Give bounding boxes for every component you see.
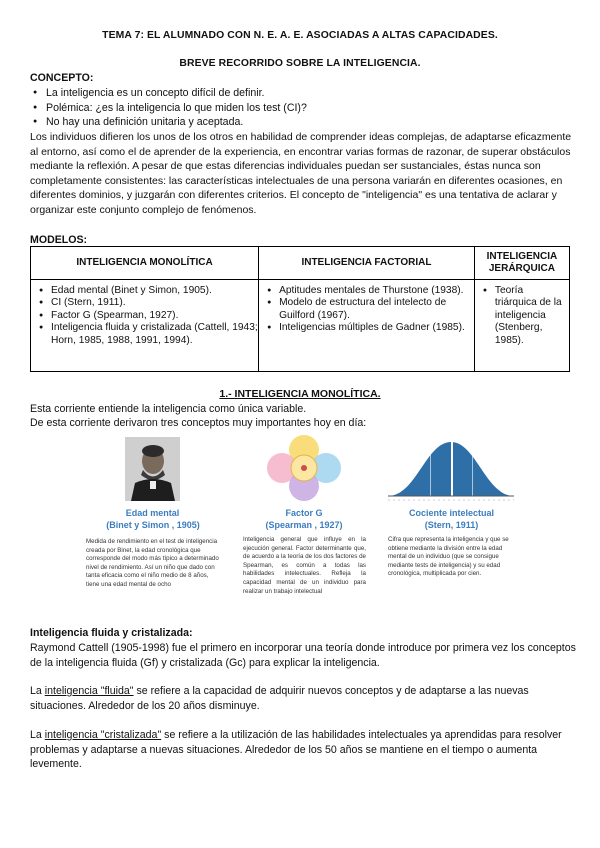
list-item: ● Inteligencia fluida y cristalizada (Cattell, 1943; Horn, 1985, 1988, 1991, 1994). [31,322,258,347]
portrait-icon [125,437,180,501]
document-title: TEMA 7: EL ALUMNADO CON N. E. A. E. ASOCIADAS A ALTAS CAPACIDADES. [102,30,498,41]
figure-author: (Stern, 1911) [424,520,479,530]
cristalizada-paragraph [30,728,578,772]
list-item: ● Teoría triárquica de la inteligencia (Stenberg, 1985). [475,285,566,347]
bell-curve-icon [386,438,516,502]
list-item: ● Modelo de estructura del intelecto de Guilford (1967). [259,297,474,322]
concepto-heading: CONCEPTO: [30,72,94,84]
figure-author: (Binet y Simon , 1905) [106,520,200,530]
list-item: ● Edad mental (Binet y Simon, 1905). [31,285,258,297]
figure-title: Cociente intelectual [408,508,495,518]
bell-curve [386,438,516,502]
section-heading [0,387,600,402]
list-item: ● CI (Stern, 1911). [31,297,258,309]
list-item: ● Polémica: ¿es la inteligencia lo que miden los test (CI)? [30,101,570,116]
paragraph-prefix: La [30,685,42,697]
list-item: ● La inteligencia es un concepto difícil de definir. [30,86,570,101]
list-item: ● Factor G (Spearman, 1927). [31,310,258,322]
concepto-list [30,86,570,130]
section-heading-text: 1.- INTELIGENCIA MONOLÍTICA. [219,388,381,400]
paragraph-rest: se refiere a la capacidad de adquirir nuevos conceptos y de adaptarse a las nuevas situaciones. Alrededor de los 20 años disminuye. [30,685,529,712]
venn-icon [262,434,346,502]
modelos-heading: MODELOS: [30,234,88,246]
list-item: ● Aptitudes mentales de Thurstone (1938). [259,285,474,297]
table-header-monolitica: INTELIGENCIA MONOLÍTICA [31,247,259,280]
fluida-intro: Raymond Cattell (1905-1998) fue el primero en incorporar una teoría donde introduce por primera vez los conceptos de la inteligencia fluida (Gf) y cristalizada (Gc) para explicar la inteligencia. [30,642,576,669]
table-cell-monolitica [31,280,259,372]
paragraph-prefix: La [30,729,42,741]
list-item: ● No hay una definición unitaria y aceptada. [30,115,570,130]
table-cell-jerarquica [474,280,569,372]
figure-title: Factor G [285,508,323,518]
binet-portrait [125,437,180,501]
figure-description: Cifra que representa la inteligencia y que se obtiene mediante la división entre la edad mental de un individuo (que se consigue mediante tests de inteligencia) y su edad cronológica, multiplicada por cien. [388,536,509,578]
factor-g-diagram [262,434,346,502]
figure-description: Medida de rendimiento en el test de inteligencia creada por Binet, la edad cronológica que corresponde del modo más típico a determinado nivel de rendimiento. Así un niño que dado con tanta eficacia como el niño medio de 8 años, tiene una edad mental de ocho [86,538,219,588]
term-fluida: inteligencia "fluida" [44,685,134,697]
term-cristalizada: inteligencia "cristalizada" [44,729,162,741]
fluida-paragraph [30,684,575,713]
table-header-factorial: INTELIGENCIA FACTORIAL [259,247,475,280]
section-subtitle: BREVE RECORRIDO SOBRE LA INTELIGENCIA. [179,58,421,69]
concepto-paragraph: Los individuos difieren los unos de los otros en habilidad de comprender ideas complejas, de adaptarse eficazmente al entorno, así como el de aprender de la experiencia, en encontrar varias formas de razonar, de superar obstáculos mediante la reflexión. A pesar de que estas diferencias individuales puedan ser sustanciales, éstas nunca son completamente consistentes: las características intelectuales de una persona variarán en diferentes ocasiones, en diferentes dominios, y juzgarán con diferentes criterios. El concepto de "inteligencia" es una tentativa de aclarar y organizar este conjunto complejo de fenómenos. [30,131,572,216]
figure-description: Inteligencia general que influye en la ejecución general. Factor determinante que, de acuerdo a la teoría de los dos factores de Spearman, es común a todas las habilidades intelectuales. Refleja la capacidad mental de un individuo para realizar un trabajo intelectual [243,536,366,594]
figure-author: (Spearman , 1927) [265,520,343,530]
paragraph-rest: se refiere a la utilización de las habilidades intelectuales ya aprendidas para resolver problemas y adaptarse a nuevas situaciones. Alrededor de los 50 años se mantiene en el tiempo o aumenta levemente. [30,729,562,771]
table-cell-factorial [259,280,475,372]
table-header-jerarquica: INTELIGENCIA JERÁRQUICA [474,247,569,280]
figure-title: Edad mental [125,508,180,518]
list-item: ● Inteligencias múltiples de Gadner (1985). [259,322,474,334]
modelos-table [30,246,570,372]
section-line: Esta corriente entiende la inteligencia como única variable. [30,403,307,415]
section-line: De esta corriente derivaron tres conceptos muy importantes hoy en día: [30,417,367,429]
fluida-heading: Inteligencia fluida y cristalizada: [30,627,193,639]
